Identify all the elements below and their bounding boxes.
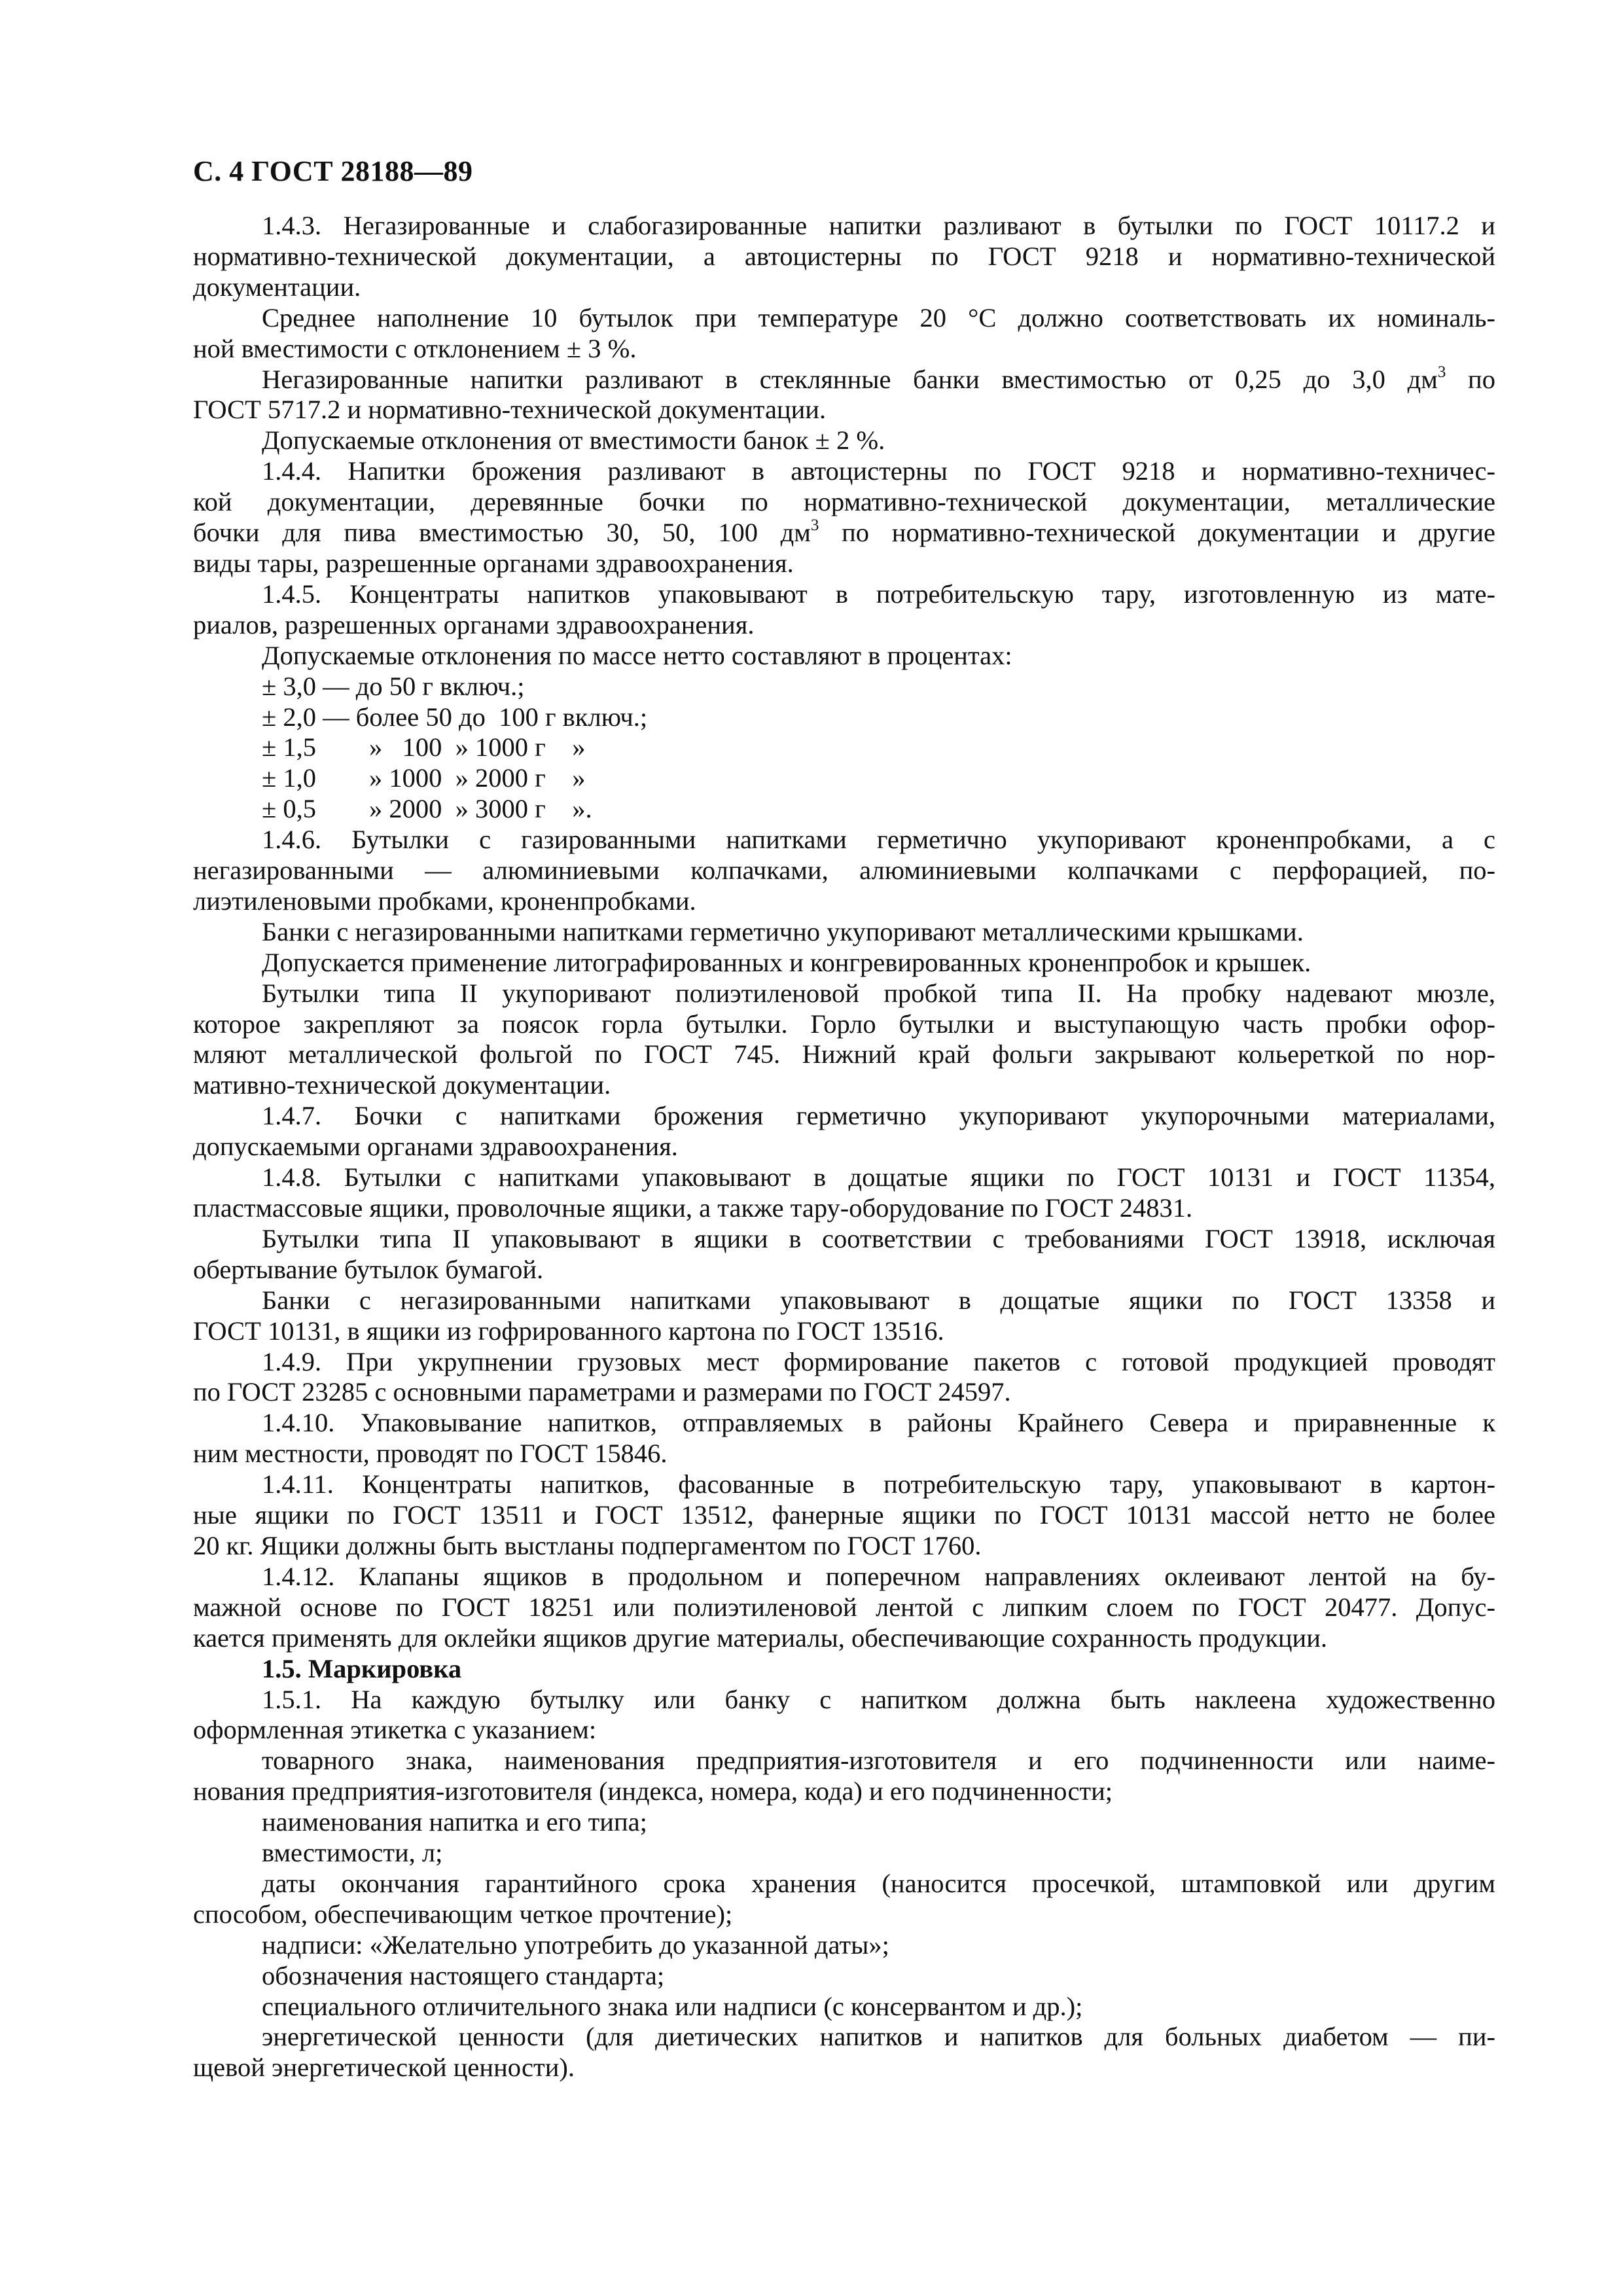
paragraph-lithographed-caps: Допускается применение литографированных и конгревированных кроненпробок и крышек. [262, 947, 1311, 977]
paragraph-1-4-4: 1.4.4. Напитки брожения разливают в автоцистерны по ГОСТ 9218 и нормативно-техничес- кой документации, деревянные бочки по нормативно-технической документации, металлические бочки для пива вместимостью 30, 50, 100 $дм^3$ по нормативно-технической документации и другие виды тары, разрешенные органами здравоохранения. [193, 456, 1495, 578]
tolerance-line: ± 1,0 » 1000 » 2000 г » [262, 763, 586, 793]
tolerance-line: ± 3,0 — до 50 г включ.; [262, 671, 525, 701]
paragraph-1-4-10: 1.4.10. Упаковывание напитков, отправляемых в районы Крайнего Севера и приравненные к ним местности, проводят по ГОСТ 15846. [193, 1408, 1495, 1469]
paragraph-trademark: товарного знака, наименования предприятия-изготовителя и его подчиненности или наиме- нования предприятия-изготовителя (индекса, номера, кода) и его подчиненности; [193, 1746, 1495, 1806]
paragraph-drink-name: наименования напитка и его типа; [262, 1807, 647, 1837]
tolerance-line: ± 0,5 » 2000 » 3000 г ». [262, 794, 592, 824]
paragraph-energy-value: энергетической ценности (для диетических напитков и напитков для больных диабетом — пи- щевой энергетической ценности). [193, 2022, 1495, 2083]
tolerance-line: ± 1,5 » 100 » 1000 г » [262, 732, 586, 762]
paragraph-mass-tolerance-intro: Допускаемые отклонения по массе нетто составляют в процентах: [262, 640, 1012, 670]
section-heading-marking: 1.5. Маркировка [262, 1653, 462, 1683]
paragraph-inscription: надписи: «Желательно употребить до указанной даты»; [262, 1929, 889, 1960]
paragraph-1-4-3: 1.4.3. Негазированные и слабогазированные напитки разливают в бутылки по ГОСТ 10117.2 и нормативно-технической документации, а автоцистерны по ГОСТ 9218 и нормативно-технической документации. [193, 211, 1495, 302]
paragraph-1-4-12: 1.4.12. Клапаны ящиков в продольном и поперечном направлениях оклеивают лентой на бу- мажной основе по ГОСТ 18251 или полиэтиленовой лентой с липким слоем по ГОСТ 20477. Допус- кается применять для оклейки ящиков другие материалы, обеспечивающие сохранность продукции. [193, 1561, 1495, 1653]
paragraph-1-4-7: 1.4.7. Бочки с напитками брожения герметично укупоривают укупорочными материалами, допускаемыми органами здравоохранения. [193, 1101, 1495, 1162]
paragraph-expiry-date: даты окончания гарантийного срока хранения (наносится просечкой, штамповкой или другим способом, обеспечивающим четкое прочтение); [193, 1868, 1495, 1929]
paragraph-type-2-packing: Бутылки типа II упаковывают в ящики в соответствии с требованиями ГОСТ 13918, исключая обертывание бутылок бумагой. [193, 1223, 1495, 1284]
paragraph-jars-deviation: Допускаемые отклонения от вместимости банок ± 2 %. [262, 425, 885, 456]
tolerance-list [193, 672, 1495, 825]
page-header: С. 4 ГОСТ 28188—89 [193, 155, 473, 187]
paragraph-1-5-1: 1.5.1. На каждую бутылку или банку с напитком должна быть наклеена художественно оформленная этикетка с указанием: [193, 1684, 1495, 1745]
paragraph-1-4-11: 1.4.11. Концентраты напитков, фасованные в потребительскую тару, упаковывают в картон- ные ящики по ГОСТ 13511 и ГОСТ 13512, фанерные ящики по ГОСТ 10131 массой нетто не более 20 кг. Ящики должны быть выстланы подпергаментом по ГОСТ 1760. [193, 1469, 1495, 1560]
paragraph-1-4-5: 1.4.5. Концентраты напитков упаковывают в потребительскую тару, изготовленную из мате- риалов, разрешенных органами здравоохранения. [193, 579, 1495, 639]
paragraph-type-2-bottles: Бутылки типа II укупоривают полиэтиленовой пробкой типа II. На пробку надевают мюзле, которое закрепляют за поясок горла бутылки. Горло бутылки и выступающую часть пробки офор- мляют металлической фольгой по ГОСТ 745. Нижний край фольги закрывают кольереткой по нор- мативно-технической документации. [193, 978, 1495, 1100]
paragraph-standard-designation: обозначения настоящего стандарта; [262, 1960, 665, 1990]
paragraph-1-4-9: 1.4.9. При укрупнении грузовых мест формирование пакетов с готовой продукцией проводят по ГОСТ 23285 с основными параметрами и размерами по ГОСТ 24597. [193, 1346, 1495, 1407]
paragraph-jars-capacity: Негазированные напитки разливают в стеклянные банки вместимостью от 0,25 до 3,0 $дм^3$ по ГОСТ 5717.2 и нормативно-технической документации. [193, 363, 1495, 425]
document-body [193, 211, 1495, 2083]
paragraph-1-4-6: 1.4.6. Бутылки с газированными напитками герметично укупоривают кроненпробками, а с негазированными — алюминиевыми колпачками, алюминиевыми колпачками с перфорацией, по- лиэтиленовыми пробками, кроненпробками. [193, 825, 1495, 916]
paragraph-cans-sealing: Банки с негазированными напитками герметично укупоривают металлическими крышками. [262, 916, 1304, 946]
paragraph-fill-level: Среднее наполнение 10 бутылок при температуре 20 °С должно соответствовать их номиналь- ной вместимости с отклонением ± 3 %. [193, 302, 1495, 363]
tolerance-line: ± 2,0 — более 50 до 100 г включ.; [262, 702, 648, 732]
paragraph-special-sign: специального отличительного знака или надписи (с консервантом и др.); [262, 1991, 1083, 2021]
paragraph-1-4-8: 1.4.8. Бутылки с напитками упаковывают в дощатые ящики по ГОСТ 10131 и ГОСТ 11354, пластмассовые ящики, проволочные ящики, а также тару-оборудование по ГОСТ 24831. [193, 1162, 1495, 1223]
paragraph-volume: вместимости, л; [262, 1838, 443, 1868]
paragraph-cans-packing: Банки с негазированными напитками упаковывают в дощатые ящики по ГОСТ 13358 и ГОСТ 10131, в ящики из гофрированного картона по ГОСТ 13516. [193, 1285, 1495, 1346]
